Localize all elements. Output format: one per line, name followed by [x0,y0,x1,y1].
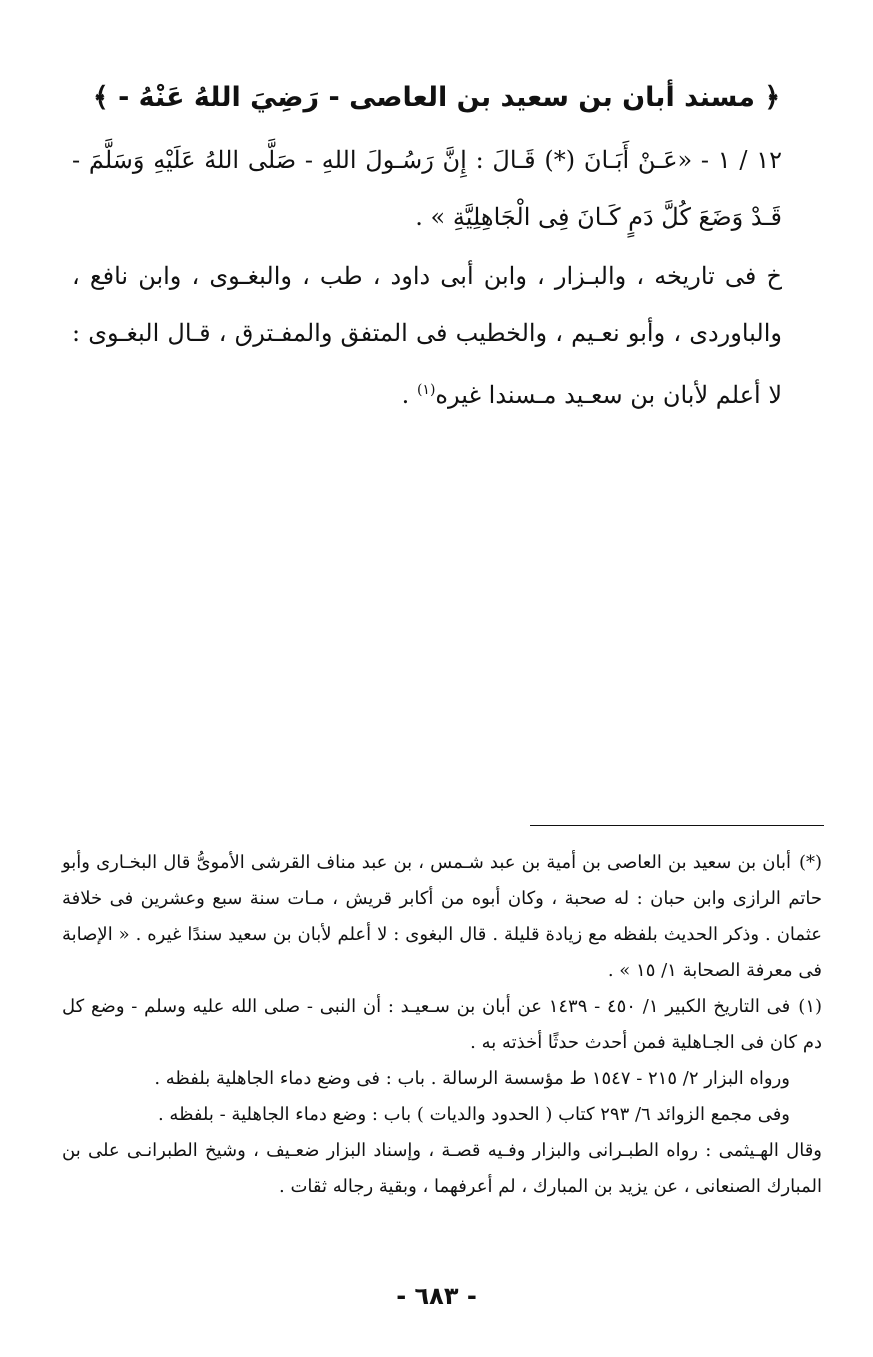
footnote-line: وفى مجمع الزوائد ٦/ ٢٩٣ كتاب ( الحدود والديات ) باب : وضع دماء الجاهلية - بلفظه . [157,1104,790,1125]
source-text [72,248,782,424]
footnotes [62,845,822,1205]
footnote-ref: (١) [416,382,436,398]
footnote-line: ورواه البزار ٢/ ٢١٥ - ١٥٤٧ ط مؤسسة الرسالة . باب : فى وضع دماء الجاهلية بلفظه . [154,1068,790,1089]
footnote-line: وقال الهـيثمى : رواه الطبـرانى والبزار وفـيه قصـة ، وإسناد البزار ضعـيف ، وشيخ الطبرانـى على بن المبارك الصنعانى ، عن يزيد بن المبارك ، لم أعرفهما ، وبقية رجاله ثقات . [62,1140,822,1197]
page-number: - ٦٨٣ - [396,1282,477,1310]
source-body: خ فى تاريخه ، والبـزار ، وابن أبى داود ، طب ، والبغـوى ، وابن نافع ، والباوردى ، وأبو نعـيم ، والخطيب فى المتفق والمفـترق ، قـال البغـوى : لا أعلم لأبان بن سعـيد مـسندا غيره [72,262,782,409]
footnote-divider [530,825,824,826]
footnote-marker: (*) [798,852,822,873]
source-end: . [401,381,417,409]
footnote-marker: (١) [798,996,823,1017]
hadith-text: ١٢ / ١ - «عَـنْ أَبَـانَ (*) قَـالَ : إِنَّ رَسُـولَ اللهِ - صَلَّى اللهُ عَلَيْهِ وَسَلَّمَ - قَـدْ وَضَعَ كُلَّ دَمٍ كَـانَ فِى الْجَاهِلِيَّةِ » . [72,146,783,231]
footnote-text: أبان بن سعيد بن العاصى بن أمية بن عبد شـمس ، بن عبد مناف القرشى الأموىُّ قال البخـارى وأبو حاتم الرازى وابن حبان : له صحبة ، وكان أبوه من أكابر قريش ، مـات سنة سبع وعشرين فى خلافة عثمان . وذكر الحديث بلفظه مع زيادة قليلة . قال البغوى : لا أعلم لأبان بن سعيد سندًا غيره . « الإصابة فى معرفة الصحابة ١/ ١٥ » . [62,852,822,981]
footnote-item [62,845,822,989]
main-text [72,132,782,424]
footnote-item [62,989,822,1061]
section-title: ﴿ مسند أبان بن سعيد بن العاصى - رَضِيَ اللهُ عَنْهُ - ﴾ [92,82,781,113]
footnote-text: فى التاريخ الكبير ١/ ٤٥٠ - ١٤٣٩ عن أبان بن سـعيـد : أن النبى - صلى الله عليه وسلم - وضع كل دم كان فى الجـاهلية فمن أحدث حدثًا أخذته به . [62,996,822,1053]
